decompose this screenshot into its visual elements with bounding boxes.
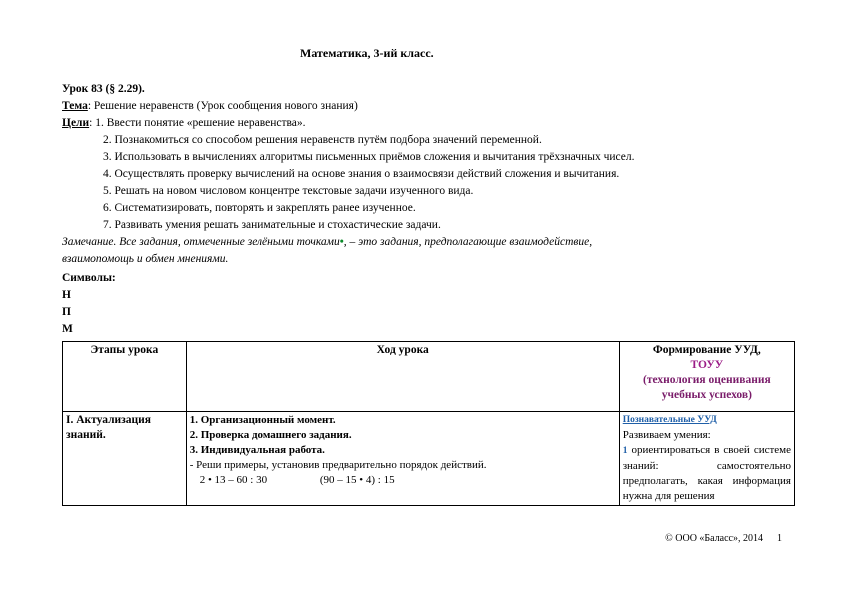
uud-sub: Развиваем умения: — [622, 429, 711, 441]
course-item: 1. Организационный момент. — [189, 414, 336, 426]
lesson-topic — [62, 100, 358, 112]
course-item: 2. Проверка домашнего задания. — [189, 429, 352, 441]
document-title: Математика, 3-ий класс. — [300, 46, 434, 60]
expression-2: (90 – 15 • 4) : 15 — [319, 474, 395, 486]
task-text: - Реши примеры, установив предварительно порядок действий. — [189, 459, 487, 471]
goal-1 — [62, 117, 306, 129]
goal-3: 3. Использовать в вычислениях алгоритмы письменных приёмов сложения и вычитания трёхзначных чисел. — [103, 151, 635, 163]
header-touu: ТОУУ — [690, 359, 724, 371]
goal-6: 6. Систематизировать, повторять и закреплять ранее изученное. — [103, 202, 416, 214]
symbol-m: М — [62, 323, 73, 335]
note-line-2: взаимопомощь и обмен мнениями. — [62, 253, 229, 265]
goals-label: Цели — [62, 117, 90, 129]
header-uud-label: Формирование УУД, — [652, 344, 761, 356]
note-line-1 — [62, 236, 592, 248]
footer — [665, 533, 782, 544]
topic-label: Тема — [62, 100, 88, 112]
stage-cell: I. Актуализация знаний. — [63, 412, 187, 506]
goal-4: 4. Осуществлять проверку вычислений на основе знания о взаимосвязи действий сложения и вычитания. — [103, 168, 620, 180]
header-uud — [619, 342, 794, 412]
table-row — [63, 412, 795, 506]
uud-cell — [619, 412, 794, 506]
lesson-number: Урок 83 (§ 2.29). — [62, 83, 145, 95]
task-expressions — [190, 473, 616, 488]
page-number: 1 — [777, 533, 782, 544]
header-touu-full: (технология оценивания учебных успехов) — [643, 374, 771, 401]
goal-5: 5. Решать на новом числовом концентре текстовые задачи изученного вида. — [103, 185, 474, 197]
uud-number: 1 — [622, 446, 628, 456]
expression-1: 2 • 13 – 60 : 30 — [199, 474, 268, 486]
green-dot-icon: • — [339, 236, 344, 248]
table-header-row — [63, 342, 795, 412]
symbols-label: Символы: — [62, 272, 116, 284]
header-stages: Этапы урока — [63, 342, 187, 412]
note-text: Замечание. Все задания, отмеченные зелёными точками — [62, 236, 340, 248]
uud-title: Познавательные УУД — [622, 415, 717, 425]
topic-text: : Решение неравенств (Урок сообщения нового знания) — [87, 100, 358, 112]
goal-2: 2. Познакомиться со способом решения неравенств путём подбора значений переменной. — [103, 134, 542, 146]
symbol-p: П — [62, 306, 71, 318]
uud-text — [623, 443, 791, 504]
goal-text: : 1. Ввести понятие «решение неравенства». — [89, 117, 306, 129]
course-item: 3. Индивидуальная работа. — [189, 444, 325, 456]
uud-body: ориентироваться в своей системе знаний: самостоятельно предполагать, какая информация нужна для решения — [622, 444, 791, 502]
goal-7: 7. Развивать умения решать занимательные и стохастические задачи. — [103, 219, 441, 231]
symbol-n: Н — [62, 289, 71, 301]
course-cell — [186, 412, 619, 506]
lesson-table — [62, 341, 795, 506]
header-course: Ход урока — [186, 342, 619, 412]
note-text: , – это задания, предполагающие взаимодействие, — [343, 236, 593, 248]
copyright: © ООО «Баласс», 2014 — [665, 533, 763, 544]
